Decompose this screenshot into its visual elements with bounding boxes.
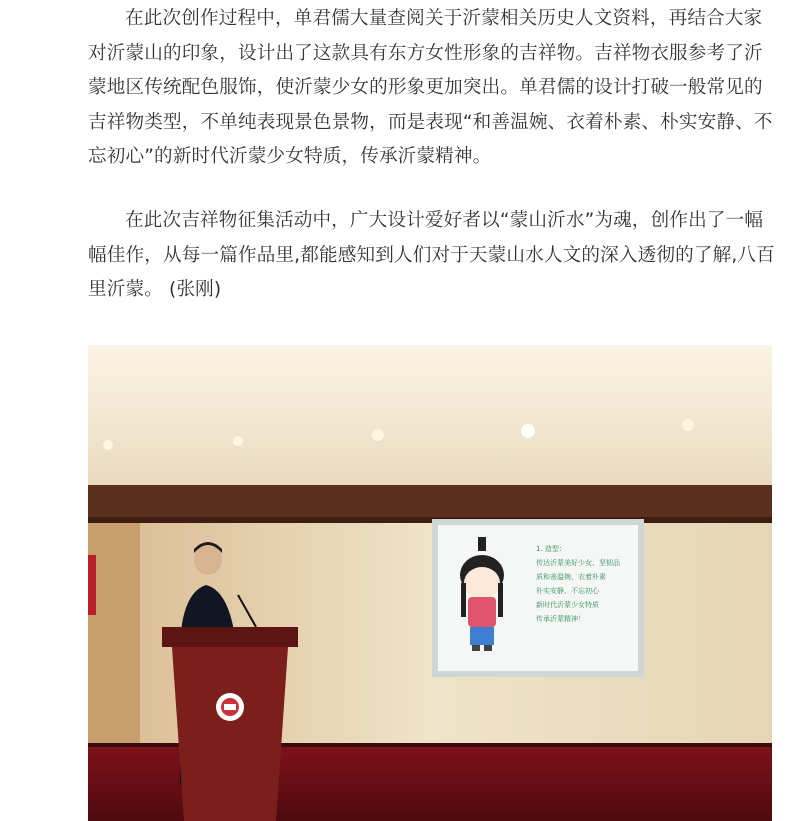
slide-line: 朴实安静、不忘初心 bbox=[536, 587, 599, 595]
ceiling-light bbox=[372, 429, 384, 441]
article-paragraph-1: 在此次创作过程中，单君儒大量查阅关于沂蒙相关历史人文资料，再结合大家对沂蒙山的印象，设计出了这款具有东方女性形象的吉祥物。吉祥物衣服参考了沂蒙地区传统配色服饰，使沂蒙少女的形象更加突出。单君儒的设计打破一般常见的吉祥物类型，不单纯表现景色景物，而是表现“和善温婉、衣着朴素、朴实安静、不忘初心”的新时代沂蒙少女特质，传承沂蒙精神。 bbox=[88, 8, 773, 167]
podium bbox=[162, 627, 298, 821]
slide-line: 传承沂蒙精神！ bbox=[536, 615, 585, 623]
ceiling-light bbox=[233, 436, 243, 446]
event-photo bbox=[88, 345, 772, 821]
ceiling-light bbox=[521, 424, 535, 438]
ceiling bbox=[88, 345, 772, 495]
article-paragraph-2: 在此次吉祥物征集活动中，广大设计爱好者以“蒙山沂水”为魂，创作出了一幅幅佳作，从每一篇作品里,都能感知到人们对于天蒙山水人文的深入透彻的了解,八百里沂蒙。 (张刚) bbox=[88, 210, 775, 300]
ceiling-light bbox=[103, 440, 113, 450]
slide-line: 传达沂蒙美好少女、坚韧品 bbox=[536, 559, 620, 567]
slide-line: 新时代沂蒙少女特质 bbox=[536, 601, 599, 609]
ceiling-light bbox=[682, 419, 694, 431]
wall-beam bbox=[88, 485, 772, 521]
slide-line: 1. 造型： bbox=[536, 545, 566, 553]
slide-line: 质和善温婉、衣着朴素 bbox=[536, 573, 606, 581]
